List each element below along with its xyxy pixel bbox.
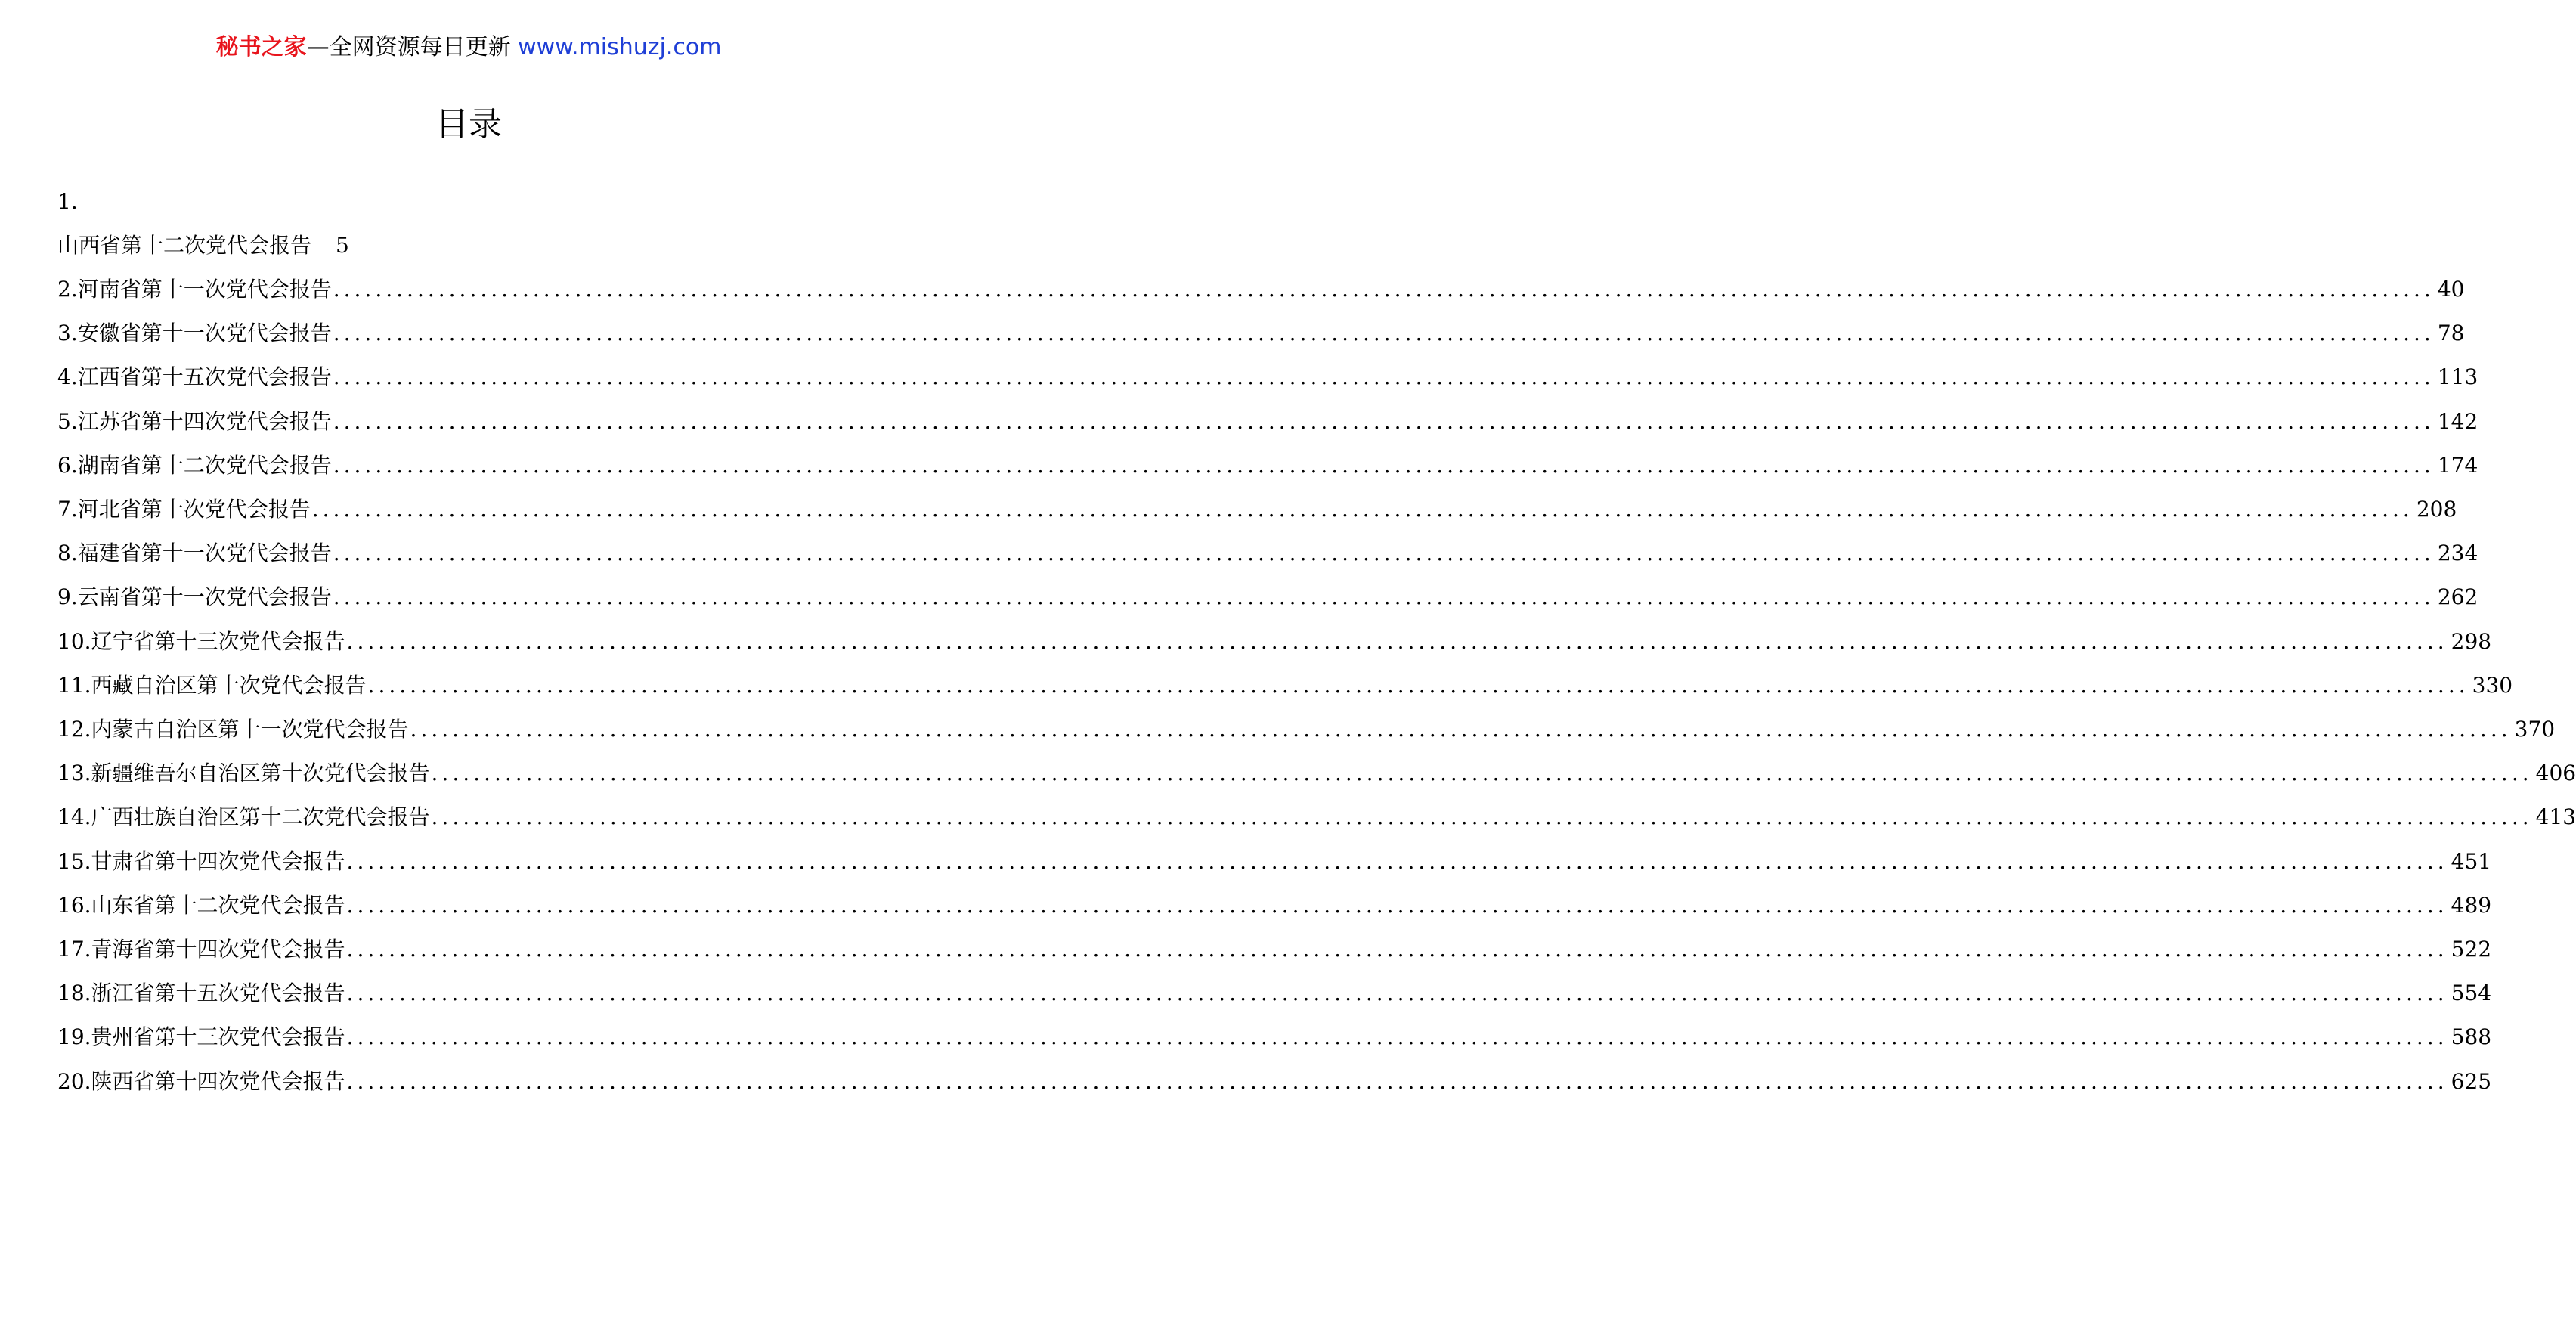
site-header: [0, 32, 937, 64]
toc-entry[interactable]: [57, 449, 2478, 482]
toc-entry-number: 5.: [57, 408, 78, 434]
toc-entry-number: 7.: [57, 497, 78, 522]
toc-entry[interactable]: [57, 229, 881, 262]
toc-entry-label: 湖南省第十二次党代会报告: [77, 452, 332, 478]
toc-entry-page: 522: [2451, 937, 2492, 962]
toc-entry[interactable]: [57, 889, 2492, 922]
toc-entry-number: 18.: [57, 981, 91, 1006]
toc-entry-page: 330: [2472, 672, 2513, 698]
header-tagline: —全网资源每日更新: [306, 34, 511, 60]
toc-entry-number: 3.: [57, 321, 78, 346]
toc-entry-label: 西藏自治区第十次党代会报告: [91, 672, 367, 698]
toc-entry-number: 11.: [57, 672, 91, 698]
toc-dot-leader: ........................................................................................................................................................................................................: [346, 892, 2448, 918]
toc-dot-leader: ........................................................................................................................................................................................................: [410, 717, 2512, 742]
toc-entry-label: 内蒙古自治区第十一次党代会报告: [91, 717, 409, 742]
toc-entry[interactable]: [57, 801, 2576, 834]
toc-entry-label: 山东省第十二次党代会报告: [91, 892, 345, 918]
toc-entry-page: 262: [2437, 584, 2478, 610]
toc-entry-page: 78: [2437, 321, 2465, 346]
toc-entry-number: 16.: [57, 892, 91, 918]
toc-entry[interactable]: [57, 1065, 2492, 1098]
toc-dot-leader: ........................................................................................................................................................................................................: [333, 277, 2435, 302]
toc-dot-leader: ........................................................................................................................................................................................................: [311, 497, 2413, 522]
toc-dot-leader: ........................................................................................................................................................................................................: [431, 804, 2533, 830]
toc-entry[interactable]: [57, 581, 2478, 614]
toc-entry-page: 208: [2416, 497, 2457, 522]
toc-entry-page: 489: [2451, 892, 2492, 918]
toc-dot-leader: ........................................................................................................................................................................................................: [346, 628, 2448, 654]
toc-entry[interactable]: [57, 625, 2492, 658]
toc-dot-leader: ........................................................................................................................................................................................................: [431, 761, 2533, 786]
toc-dot-leader: ........................................................................................................................................................................................................: [333, 364, 2435, 390]
toc-entry[interactable]: [57, 669, 2513, 702]
toc-entry-label: 陕西省第十四次党代会报告: [91, 1068, 345, 1094]
toc-entry-label: 云南省第十一次党代会报告: [77, 584, 332, 610]
toc-entry[interactable]: [57, 273, 2465, 306]
toc-dot-leader: ........................................................................................................................................................................................................: [333, 584, 2435, 610]
toc-entry-page: 588: [2451, 1024, 2492, 1050]
toc-entry-page: 413: [2535, 804, 2576, 830]
toc-entry-label: 辽宁省第十三次党代会报告: [91, 628, 345, 654]
toc-entry-label: 江西省第十五次党代会报告: [77, 364, 332, 390]
toc-entry-page: 142: [2437, 408, 2478, 434]
toc-entry-page: 5: [336, 233, 349, 258]
toc-dot-leader: ........................................................................................................................................................................................................: [346, 937, 2448, 962]
toc-entry[interactable]: [57, 317, 2465, 350]
toc-entry[interactable]: [57, 361, 2478, 394]
toc-entry-label: 福建省第十一次党代会报告: [77, 541, 332, 566]
toc-entry-number: 8.: [57, 541, 78, 566]
toc-entry-label: 新疆维吾尔自治区第十次党代会报告: [91, 761, 430, 786]
toc-dot-leader: ........................................................................................................................................................................................................: [346, 1068, 2448, 1094]
toc-dot-leader: ........................................................................................................................................................................................................: [333, 541, 2435, 566]
toc-dot-leader: ........................................................................................................................................................................................................: [346, 848, 2448, 874]
toc-entry-number: 17.: [57, 937, 91, 962]
toc-entry-page: 40: [2437, 277, 2465, 302]
toc-entry-number: 20.: [57, 1068, 91, 1094]
toc-entry-page: 406: [2535, 761, 2576, 786]
toc-entry[interactable]: [57, 713, 2556, 746]
toc-entry-label: 河南省第十一次党代会报告: [77, 277, 332, 302]
toc-first-number-row: [57, 185, 881, 218]
toc-entry-label: 贵州省第十三次党代会报告: [91, 1024, 345, 1050]
toc-entry-number: 10.: [57, 628, 91, 654]
toc-entry-label: 山西省第十二次党代会报告: [57, 233, 312, 258]
toc-dot-leader: ........................................................................................................................................................................................................: [333, 452, 2435, 478]
toc-dot-leader: ........................................................................................................................................................................................................: [346, 1024, 2448, 1050]
toc-entry-label: 安徽省第十一次党代会报告: [77, 321, 332, 346]
toc-dot-leader: ........................................................................................................................................................................................................: [333, 408, 2435, 434]
toc-entry-number: 4.: [57, 364, 78, 390]
toc-entry-number: 13.: [57, 761, 91, 786]
toc-entry-page: 370: [2514, 717, 2556, 742]
toc-entry-page: 554: [2451, 981, 2492, 1006]
toc-entry-page: 113: [2437, 364, 2478, 390]
toc-entry-label: 甘肃省第十四次党代会报告: [91, 848, 345, 874]
toc-entry-label: 河北省第十次党代会报告: [77, 497, 311, 522]
toc-dot-leader: ........................................................................................................................................................................................................: [346, 981, 2448, 1006]
toc-entry-label: 广西壮族自治区第十二次党代会报告: [91, 804, 430, 830]
toc-entry-number: 19.: [57, 1024, 91, 1050]
toc-entry-number: 15.: [57, 848, 91, 874]
toc-entry-number: 9.: [57, 584, 78, 610]
site-url-link[interactable]: www.mishuzj.com: [518, 34, 722, 60]
toc-entry-number: 6.: [57, 452, 78, 478]
toc-entry[interactable]: [57, 1021, 2492, 1054]
toc-entry-number: 14.: [57, 804, 91, 830]
brand-name: 秘书之家: [215, 34, 307, 60]
toc-entry[interactable]: [57, 405, 2478, 438]
toc-entry-label: 浙江省第十五次党代会报告: [91, 981, 345, 1006]
toc-entry[interactable]: [57, 493, 2457, 526]
toc-entry-label: 青海省第十四次党代会报告: [91, 937, 345, 962]
toc-dot-leader: ........................................................................................................................................................................................................: [367, 672, 2469, 698]
toc-entry-label: 江苏省第十四次党代会报告: [77, 408, 332, 434]
toc-entry[interactable]: [57, 845, 2492, 878]
toc-entry[interactable]: [57, 933, 2492, 966]
toc-entry-page: 298: [2451, 628, 2492, 654]
page-title: 目录: [435, 105, 502, 144]
toc-entry[interactable]: [57, 537, 2478, 570]
toc-dot-leader: ........................................................................................................................................................................................................: [333, 321, 2435, 346]
toc-entry-number: 1.: [57, 189, 78, 214]
toc-entry-page: 451: [2451, 848, 2492, 874]
toc-entry-number: 2.: [57, 277, 78, 302]
toc-entry-page: 625: [2451, 1068, 2492, 1094]
toc-entry-page: 174: [2437, 452, 2478, 478]
toc-entry-number: 12.: [57, 717, 91, 742]
toc-entry[interactable]: [57, 757, 2576, 790]
toc-entry[interactable]: [57, 977, 2492, 1010]
toc-entry-page: 234: [2437, 541, 2478, 566]
